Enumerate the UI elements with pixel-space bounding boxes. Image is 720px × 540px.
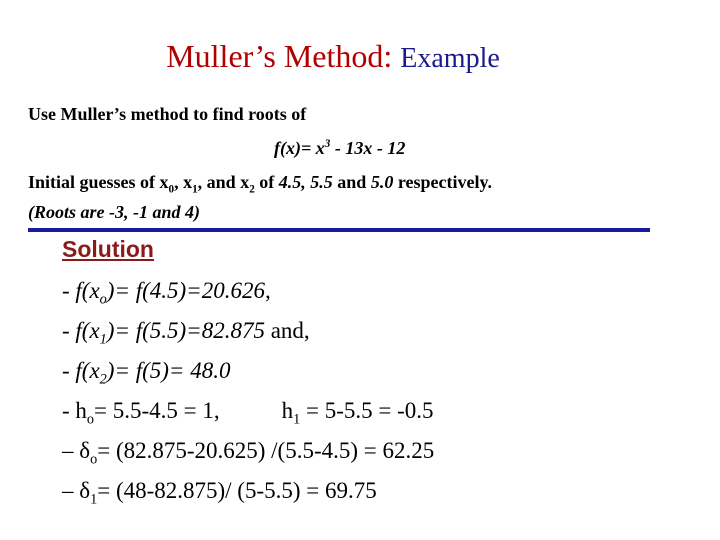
- divider-line: [28, 228, 650, 232]
- guess-text-b: , x: [174, 172, 193, 192]
- guess-text-d: of: [254, 172, 279, 192]
- solution-line-1: [62, 278, 271, 309]
- func-prefix: f(x)= x: [274, 138, 325, 158]
- roots-text: (Roots are -3, -1 and 4): [28, 202, 200, 222]
- guess-text-e: and: [332, 172, 371, 192]
- title-sub: Example: [400, 43, 500, 74]
- guess-values-2: 5.0: [370, 172, 394, 192]
- s4-csub: 1: [293, 411, 301, 428]
- title-main: Muller’s Method:: [166, 38, 393, 74]
- s6-b: = (48-82.875)/ (5-5.5) = 69.75: [97, 478, 377, 503]
- solution-line-5: [62, 438, 434, 469]
- guess-sub-1: 1: [192, 183, 198, 196]
- s1-sub: o: [99, 291, 107, 308]
- function-definition: [274, 138, 405, 159]
- s2-sub: 1: [99, 331, 107, 348]
- s5-b: = (82.875-20.625) /(5.5-4.5) = 62.25: [97, 438, 435, 463]
- s4-a: - h: [62, 398, 87, 423]
- guess-sub-2: 2: [249, 183, 255, 196]
- s4-sub: o: [86, 411, 95, 428]
- guess-text-c: , and x: [197, 172, 250, 192]
- s5-a: – δ: [62, 438, 91, 463]
- solution-line-6: [62, 478, 377, 509]
- problem-statement: Use Muller’s method to find roots of: [28, 104, 307, 124]
- solution-line-2: [62, 318, 310, 349]
- guess-sub-0: 0: [168, 183, 175, 196]
- solution-heading: Solution: [62, 236, 154, 262]
- guess-values-1: 4.5, 5.5: [278, 172, 333, 192]
- s6-a: – δ: [62, 478, 91, 503]
- func-suffix: - 13x - 12: [330, 138, 406, 158]
- s2-c: and,: [264, 318, 310, 343]
- s3-a: - f(x: [62, 358, 100, 383]
- s3-sub: 2: [99, 371, 107, 388]
- initial-guesses: [28, 172, 492, 196]
- func-exponent: 3: [324, 138, 331, 150]
- s2-b: )= f(5.5)=82.875: [106, 318, 265, 343]
- solution-line-4: [62, 398, 434, 429]
- s3-b: )= f(5)= 48.0: [106, 358, 231, 383]
- solution-line-3: [62, 358, 230, 389]
- s4-c: h: [281, 398, 294, 423]
- guess-text-f: respectively.: [393, 172, 492, 192]
- s1-a: - f(x: [62, 278, 100, 303]
- s2-a: - f(x: [62, 318, 100, 343]
- s5-sub: o: [90, 451, 98, 468]
- s4-d: = 5-5.5 = -0.5: [300, 398, 434, 423]
- roots-note: [28, 202, 200, 223]
- s6-sub: 1: [90, 491, 98, 508]
- s1-b: )= f(4.5)=20.626,: [106, 278, 271, 303]
- slide-title: [0, 38, 666, 75]
- guess-text-a: Initial guesses of x: [28, 172, 169, 192]
- s4-b: = 5.5-4.5 = 1,: [94, 398, 220, 423]
